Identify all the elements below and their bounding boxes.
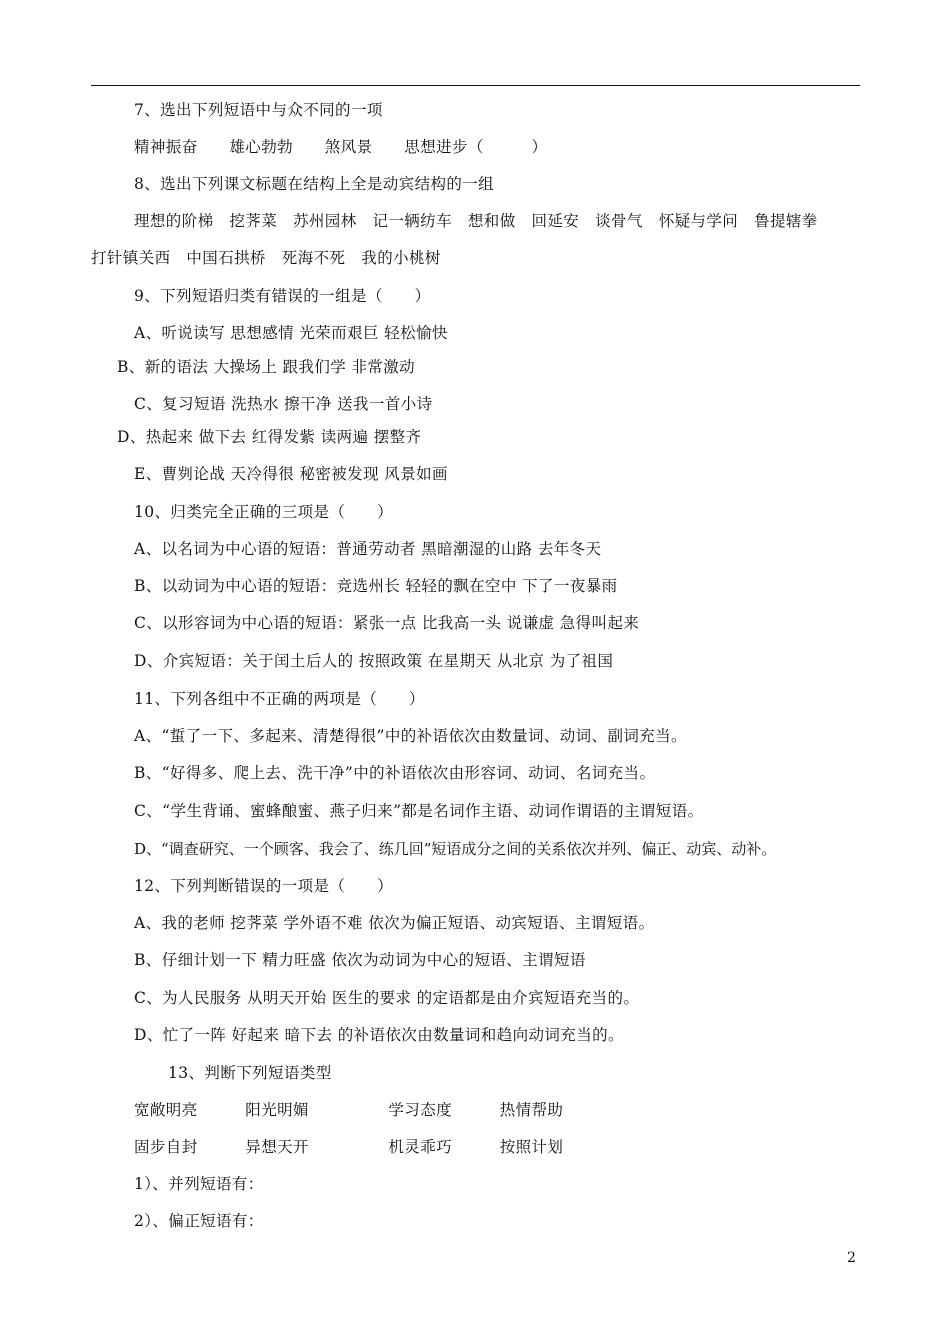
header-rule [91,85,860,86]
question-11-option-b: B、“好得多、爬上去、洗干净”中的补语依次由形容词、动词、名词充当。 [134,764,656,782]
question-12-option-a: A、我的老师 挖荠菜 学外语不难 依次为偏正短语、动宾短语、主谓短语。 [134,914,655,932]
question-13-answer-1: 1）、并列短语有： [134,1175,264,1193]
question-10-option-b: B、以动词为中心语的短语：竞选州长 轻轻的飘在空中 下了一夜暴雨 [134,577,618,595]
question-12-option-b: B、仔细计划一下 精力旺盛 依次为动词为中心的短语、主谓短语 [134,951,586,969]
question-10-option-c: C、以形容词为中心语的短语：紧张一点 比我高一头 说谦虚 急得叫起来 [134,614,640,632]
question-11-option-c: C、“学生背诵、蜜蜂酿蜜、燕子归来”都是名词作主语、动词作谓语的主谓短语。 [134,802,704,820]
page-number: 2 [847,1250,856,1266]
question-13-phrases-row-1: 宽敞明亮 阳光明媚 学习态度 热情帮助 [134,1101,564,1119]
question-8-options-cont: 打针镇关西 中国石拱桥 死海不死 我的小桃树 [91,249,441,267]
question-12-option-c: C、为人民服务 从明天开始 医生的要求 的定语都是由介宾短语充当的。 [134,989,640,1007]
question-8-title: 8、选出下列课文标题在结构上全是动宾结构的一组 [134,175,495,193]
question-10-title: 10、归类完全正确的三项是（ ） [134,503,394,521]
question-7-title: 7、选出下列短语中与众不同的一项 [134,101,383,119]
question-11-option-d: D、“调查研究、一个顾客、我会了、练几回”短语成分之间的关系依次并列、偏正、动宾、动补。 [134,840,777,858]
question-8-options: 理想的阶梯 挖荠菜 苏州园林 记一辆纺车 想和做 回延安 谈骨气 怀疑与学问 鲁提辖拳 [134,212,818,230]
question-9-title: 9、下列短语归类有错误的一组是（ ） [134,287,431,305]
question-10-option-d: D、介宾短语：关于闰土后人的 按照政策 在星期天 从北京 为了祖国 [134,652,614,670]
question-7-options: 精神振奋 雄心勃勃 煞风景 思想进步（ ） [134,138,548,156]
question-12-title: 12、下列判断错误的一项是（ ） [134,877,394,895]
question-9-option-b: B、新的语法 大操场上 跟我们学 非常激动 [117,358,416,376]
question-9-option-c: C、复习短语 洗热水 擦干净 送我一首小诗 [134,395,433,413]
question-11-title: 11、下列各组中不正确的两项是（ ） [134,690,425,708]
question-9-option-a: A、听说读写 思想感情 光荣而艰巨 轻松愉快 [134,324,448,342]
question-9-option-e: E、曹刿论战 天冷得很 秘密被发现 风景如画 [134,465,448,483]
question-9-option-d: D、热起来 做下去 红得发紫 读两遍 摆整齐 [117,428,422,446]
question-13-answer-2: 2）、偏正短语有： [134,1212,264,1230]
question-13-title: 13、判断下列短语类型 [168,1064,332,1082]
question-13-phrases-row-2: 固步自封 异想天开 机灵乖巧 按照计划 [134,1138,564,1156]
question-10-option-a: A、以名词为中心语的短语：普通劳动者 黑暗潮湿的山路 去年冬天 [134,540,602,558]
question-12-option-d: D、忙了一阵 好起来 暗下去 的补语依次由数量词和趋向动词充当的。 [134,1026,624,1044]
question-11-option-a: A、“蜇了一下、多起来、清楚得很”中的补语依次由数量词、动词、副词充当。 [134,727,687,745]
